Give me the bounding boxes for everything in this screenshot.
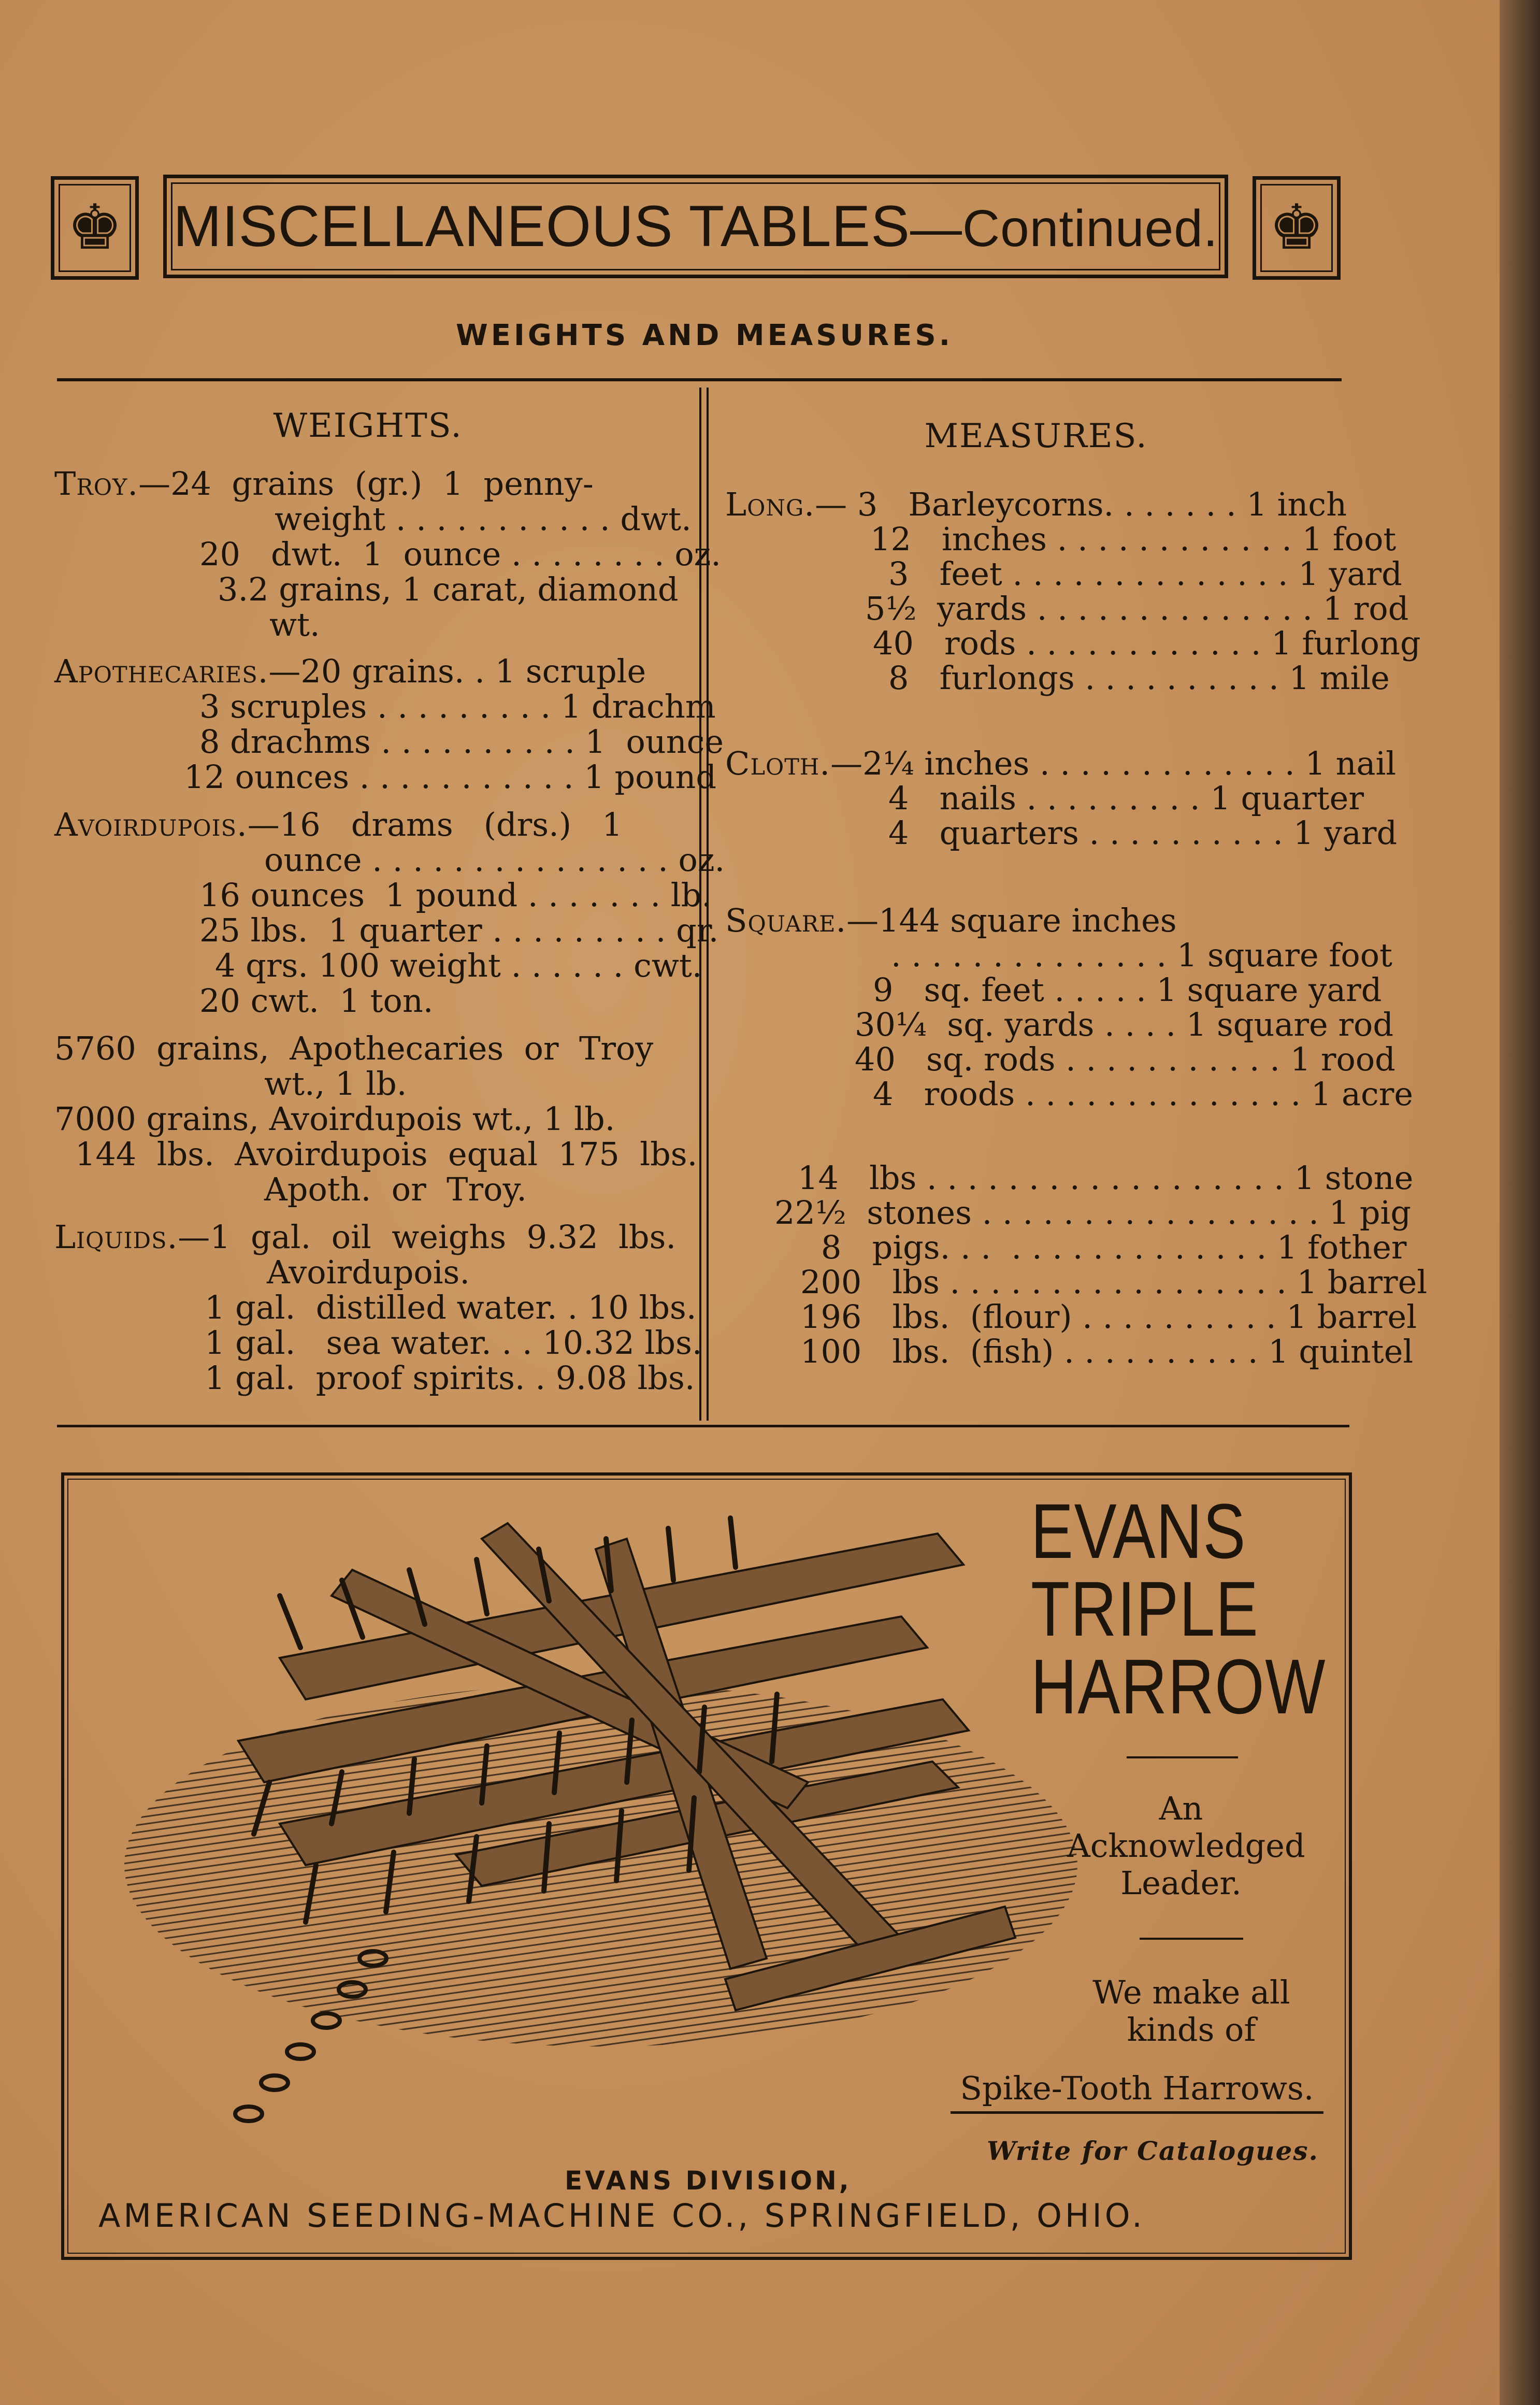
- title-box: [163, 175, 1228, 278]
- page-title-continued: —Continued.: [910, 199, 1218, 257]
- weights-category-label: Avoirdupois.: [54, 806, 248, 843]
- weights-category-label: Apothecaries.: [54, 652, 269, 690]
- weights-line: 3.2 grains, 1 carat, diamond: [218, 570, 679, 608]
- weights-line: Avoirdupois.: [267, 1253, 470, 1291]
- measures-heading: MEASURES.: [924, 417, 1148, 455]
- ad-make-line: We make all: [1092, 1973, 1290, 2011]
- ad-tagline-line: An: [1159, 1790, 1203, 1827]
- weights-line: 1 gal. proof spirits. . 9.08 lbs.: [205, 1359, 695, 1397]
- measures-square-line: 4 roods . . . . . . . . . . . . . . 1 acre: [873, 1075, 1414, 1113]
- weights-line: 16 ounces 1 pound . . . . . . . lb.: [199, 876, 712, 914]
- measures-category-label: Long.: [725, 485, 815, 523]
- measures-square-line: . . . . . . . . . . . . . . 1 square foot: [891, 936, 1392, 974]
- weights-line: Liquids.—1 gal. oil weighs 9.32 lbs.: [54, 1218, 677, 1256]
- weights-heading: WEIGHTS.: [273, 407, 463, 445]
- ad-division: EVANS DIVISION,: [565, 2166, 852, 2196]
- ad-product-underline: [951, 2111, 1323, 2114]
- weights-line: Apothecaries.—20 grains. . 1 scruple: [54, 652, 646, 690]
- ad-make-line: kinds of: [1127, 2011, 1256, 2049]
- section-subtitle: WEIGHTS AND MEASURES.: [455, 319, 953, 352]
- ad-tagline-line: Leader.: [1120, 1864, 1242, 1902]
- measures-cloth-line: Cloth.—2¼ inches . . . . . . . . . . . . . 1 nail: [725, 745, 1397, 782]
- ad-headline-line: EVANS: [1031, 1487, 1247, 1574]
- measures-square-line: 30¼ sq. yards . . . . 1 square rod: [855, 1006, 1394, 1043]
- measures-misc-line: 200 lbs . . . . . . . . . . . . . . . . . 1 barrel: [800, 1263, 1428, 1301]
- harrow-illustration: [83, 1492, 1077, 2176]
- ad-headline-line: TRIPLE: [1031, 1565, 1259, 1652]
- measures-cloth-line: 4 nails . . . . . . . . . 1 quarter: [888, 779, 1364, 817]
- ad-make-text: [1062, 1974, 1321, 2049]
- measures-long-line: 3 feet . . . . . . . . . . . . . . 1 yard: [888, 555, 1402, 593]
- measures-misc-line: 14 lbs . . . . . . . . . . . . . . . . . . 1 stone: [798, 1159, 1414, 1197]
- ad-product: Spike-Tooth Harrows.: [960, 2069, 1314, 2107]
- fleur-emblem-icon: ♚: [1269, 192, 1325, 264]
- weights-line: 20 dwt. 1 ounce . . . . . . . . oz.: [199, 535, 722, 573]
- measures-cloth-line: 4 quarters . . . . . . . . . . 1 yard: [888, 814, 1398, 852]
- measures-long-line: 8 furlongs . . . . . . . . . . 1 mile: [888, 659, 1390, 697]
- weights-line: 12 ounces . . . . . . . . . . . 1 pound: [184, 758, 717, 796]
- weights-line: Troy.—24 grains (gr.) 1 penny-: [54, 465, 594, 503]
- weights-line: ounce . . . . . . . . . . . . . . . oz.: [264, 841, 725, 879]
- weights-line: Apoth. or Troy.: [264, 1170, 527, 1208]
- emblem-box-right: [1253, 176, 1341, 280]
- measures-misc-line: 22½ stones . . . . . . . . . . . . . . . . . 1 pig: [774, 1194, 1412, 1232]
- weights-category-label: Troy.: [54, 465, 139, 503]
- weights-line: wt.: [269, 606, 320, 643]
- weights-line: 1 gal. sea water. . . 10.32 lbs.: [205, 1324, 702, 1362]
- measures-misc-line: 100 lbs. (fish) . . . . . . . . . . 1 quintel: [800, 1333, 1414, 1370]
- weights-line: Avoirdupois.—16 drams (drs.) 1: [54, 806, 623, 843]
- ad-company: AMERICAN SEEDING-MACHINE CO., SPRINGFIELD, OHIO.: [98, 2197, 1145, 2235]
- fleur-emblem-icon: ♚: [67, 192, 123, 264]
- ad-tagline-line: Acknowledged: [1067, 1827, 1305, 1865]
- measures-long-line: Long.— 3 Barleycorns. . . . . . . 1 inch: [725, 485, 1347, 523]
- weights-line: 4 qrs. 100 weight . . . . . . cwt.: [215, 947, 702, 984]
- page-title-main: MISCELLANEOUS TABLES: [173, 194, 910, 259]
- bottom-rule: [57, 1425, 1349, 1427]
- page-edge: [1500, 0, 1540, 2405]
- weights-line: 25 lbs. 1 quarter . . . . . . . . . qr.: [199, 911, 719, 949]
- measures-square-line: 40 sq. rods . . . . . . . . . . . 1 rood: [855, 1040, 1395, 1078]
- weights-line: 7000 grains, Avoirdupois wt., 1 lb.: [54, 1100, 615, 1138]
- measures-misc-line: 8 pigs. . . . . . . . . . . . . . . . 1 fother: [821, 1228, 1407, 1266]
- measures-category-label: Square.: [725, 901, 847, 939]
- weights-line: 20 cwt. 1 ton.: [199, 982, 434, 1020]
- ad-tagline: [1067, 1790, 1305, 1902]
- page-title: [167, 193, 1225, 260]
- ad-headline-line: HARROW: [1031, 1643, 1327, 1730]
- measures-misc-line: 196 lbs. (flour) . . . . . . . . . . 1 barrel: [800, 1298, 1417, 1336]
- weights-line: 1 gal. distilled water. . 10 lbs.: [205, 1289, 697, 1326]
- measures-long-line: 40 rods . . . . . . . . . . . . 1 furlong: [873, 624, 1421, 662]
- weights-line: 144 lbs. Avoirdupois equal 175 lbs.: [75, 1135, 698, 1173]
- measures-category-label: Cloth.: [725, 745, 831, 782]
- weights-line: 3 scruples . . . . . . . . . 1 drachm: [199, 688, 716, 725]
- weights-line: 5760 grains, Apothecaries or Troy: [54, 1029, 654, 1067]
- ad-write-note: Write for Catalogues.: [987, 2136, 1319, 2166]
- weights-line: 8 drachms . . . . . . . . . . 1 ounce: [199, 723, 724, 761]
- top-rule: [57, 378, 1342, 381]
- emblem-box-left: [51, 176, 139, 280]
- measures-long-line: 5½ yards . . . . . . . . . . . . . . 1 rod: [865, 590, 1409, 627]
- ad-divider: [1127, 1756, 1238, 1758]
- weights-line: weight . . . . . . . . . . . dwt.: [275, 500, 692, 538]
- measures-square-line: 9 sq. feet . . . . . 1 square yard: [873, 971, 1382, 1009]
- measures-long-line: 12 inches . . . . . . . . . . . . 1 foot: [870, 520, 1397, 558]
- measures-square-line: Square.—144 square inches: [725, 901, 1177, 939]
- ad-divider: [1140, 1938, 1243, 1940]
- weights-line: wt., 1 lb.: [264, 1065, 407, 1103]
- weights-category-label: Liquids.: [54, 1218, 178, 1256]
